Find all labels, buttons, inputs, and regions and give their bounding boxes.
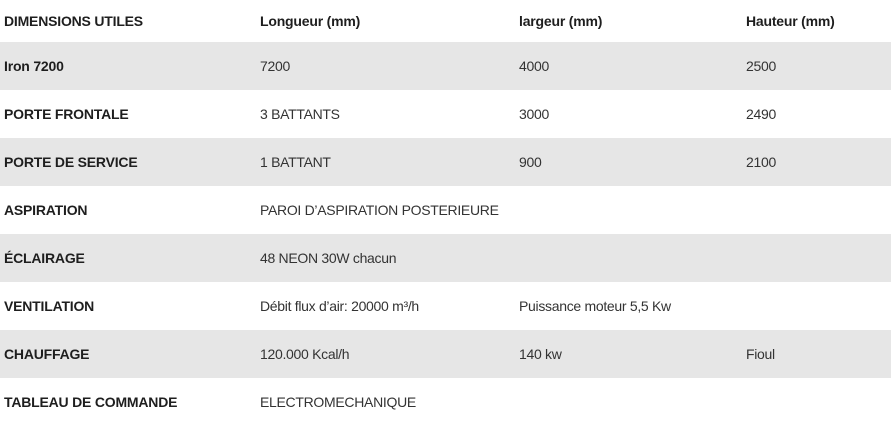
table-cell: Débit flux d’air: 20000 m³/h [256,282,515,330]
table-row [0,330,891,378]
row-label: ÉCLAIRAGE [0,234,256,282]
table-row [0,42,891,90]
header-largeur: largeur (mm) [519,13,603,29]
table-cell: 140 kw [515,330,742,378]
table-cell [515,186,742,234]
table-cell: 4000 [515,42,742,90]
table-cell: Puissance moteur 5,5 Kw [515,282,742,330]
table-cell: 900 [515,138,742,186]
table-cell: 2500 [742,42,891,90]
table-cell: 7200 [256,42,515,90]
row-label: ASPIRATION [0,186,256,234]
row-label: PORTE DE SERVICE [0,138,256,186]
table-body [0,42,891,426]
table-cell: ELECTROMECHANIQUE [256,378,515,426]
table-row [0,378,891,426]
row-label: TABLEAU DE COMMANDE [0,378,256,426]
row-label: CHAUFFAGE [0,330,256,378]
table-row [0,234,891,282]
header-row [0,0,891,42]
table-row [0,282,891,330]
header-hauteur: Hauteur (mm) [746,13,835,29]
table-cell: PAROI D’ASPIRATION POSTERIEURE [256,186,515,234]
row-label: Iron 7200 [0,42,256,90]
table-cell: 2100 [742,138,891,186]
table-cell: 3000 [515,90,742,138]
table-cell [515,378,742,426]
table-cell: 1 BATTANT [256,138,515,186]
table-cell: 48 NEON 30W chacun [256,234,515,282]
header-longueur: Longueur (mm) [260,13,361,29]
table-row [0,90,891,138]
table-cell [742,378,891,426]
table-cell: 3 BATTANTS [256,90,515,138]
header-dimensions-utiles: DIMENSIONS UTILES [4,13,143,29]
table-cell [742,186,891,234]
table-cell [515,234,742,282]
table-row [0,186,891,234]
row-label: VENTILATION [0,282,256,330]
table-cell [742,234,891,282]
table-cell: 2490 [742,90,891,138]
row-label: PORTE FRONTALE [0,90,256,138]
table-cell: 120.000 Kcal/h [256,330,515,378]
table-cell [742,282,891,330]
table-cell: Fioul [742,330,891,378]
table-header [0,0,891,42]
table-row [0,138,891,186]
